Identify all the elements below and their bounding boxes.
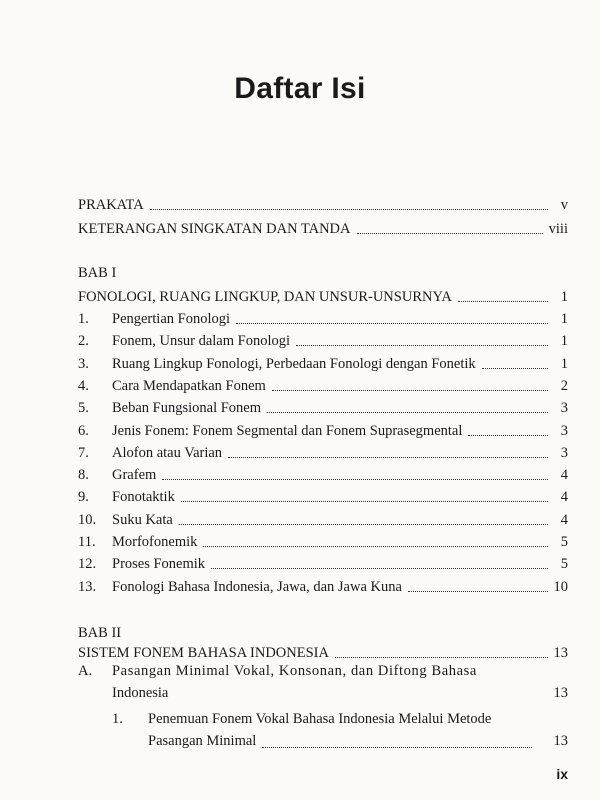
toc-label: Pengertian Fonologi bbox=[112, 311, 231, 327]
toc-number: 1. bbox=[78, 311, 89, 327]
toc-page: 3 bbox=[560, 422, 568, 439]
toc-entry-bab2-title[interactable] bbox=[78, 640, 568, 662]
toc-entry-bab1-item[interactable] bbox=[78, 440, 568, 462]
toc-number: 12. bbox=[78, 556, 97, 573]
toc-label: FONOLOGI, RUANG LINGKUP, DAN UNSUR-UNSURNYA bbox=[78, 289, 452, 305]
toc-entry-bab1-item[interactable] bbox=[78, 418, 568, 440]
toc-number: 2. bbox=[78, 333, 89, 350]
toc-page: 10 bbox=[553, 578, 568, 595]
leader-dots bbox=[272, 390, 548, 391]
leader-dots bbox=[335, 657, 548, 658]
toc-page: 4 bbox=[560, 511, 568, 528]
toc-label: Ruang Lingkup Fonologi, Perbedaan Fonologi dengan Fonetik bbox=[112, 355, 476, 372]
toc-entry-bab1-item[interactable] bbox=[78, 328, 568, 350]
toc-page: 1 bbox=[560, 311, 568, 327]
toc-entry-bab2-a1[interactable] bbox=[112, 708, 568, 752]
toc-number: 4. bbox=[78, 377, 89, 394]
toc-label: Pasangan Minimal bbox=[148, 733, 257, 749]
toc-number: 3. bbox=[78, 355, 89, 372]
toc-label: PRAKATA bbox=[78, 197, 144, 213]
leader-dots bbox=[262, 747, 532, 748]
toc-page: 4 bbox=[560, 467, 568, 484]
toc-page: 3 bbox=[560, 400, 568, 417]
toc-label: Fonotaktik bbox=[112, 489, 175, 506]
toc-label: Pasangan Minimal Vokal, Konsonan, dan Diftong Bahasa bbox=[112, 663, 477, 679]
leader-dots bbox=[203, 546, 548, 547]
leader-dots bbox=[458, 301, 548, 302]
toc-label: Penemuan Fonem Vokal Bahasa Indonesia Melalui Metode bbox=[148, 711, 492, 727]
toc-page: 5 bbox=[560, 534, 568, 550]
chapter-heading-bab1 bbox=[78, 260, 568, 282]
page-title: Daftar Isi bbox=[234, 72, 366, 105]
toc-entry-bab1-item[interactable] bbox=[78, 373, 568, 395]
toc-entry-bab1-item[interactable] bbox=[78, 395, 568, 417]
toc-label: Fonologi Bahasa Indonesia, Jawa, dan Jawa Kuna bbox=[112, 578, 402, 595]
toc-entry-bab1-item[interactable] bbox=[78, 507, 568, 529]
toc-entry-bab1-item[interactable] bbox=[78, 351, 568, 373]
toc-page: 13 bbox=[553, 733, 568, 749]
toc-page: 1 bbox=[560, 333, 568, 350]
toc-label: KETERANGAN SINGKATAN DAN TANDA bbox=[78, 221, 351, 237]
leader-dots bbox=[228, 457, 548, 458]
leader-dots bbox=[357, 233, 543, 234]
chapter-number: BAB II bbox=[78, 625, 122, 641]
toc-page: v bbox=[560, 197, 568, 213]
toc-entry-bab1-item[interactable] bbox=[78, 306, 568, 328]
toc-number: A. bbox=[78, 663, 93, 679]
leader-dots bbox=[296, 345, 548, 346]
toc-number: 1. bbox=[112, 711, 123, 727]
chapter-heading-bab2 bbox=[78, 620, 568, 642]
toc-label: Indonesia bbox=[112, 685, 169, 701]
toc-label: Jenis Fonem: Fonem Segmental dan Fonem Suprasegmental bbox=[112, 422, 463, 439]
toc-entry-prakata[interactable] bbox=[78, 192, 568, 214]
toc-label: SISTEM FONEM BAHASA INDONESIA bbox=[78, 645, 329, 661]
toc-number: 5. bbox=[78, 400, 89, 417]
toc-label: Alofon atau Varian bbox=[112, 444, 223, 461]
leader-dots bbox=[482, 368, 548, 369]
leader-dots bbox=[267, 412, 548, 413]
toc-entry-bab1-item[interactable] bbox=[78, 484, 568, 506]
toc-page: 13 bbox=[553, 645, 568, 661]
toc-entry-bab1-item[interactable] bbox=[78, 551, 568, 573]
toc-label: Cara Mendapatkan Fonem bbox=[112, 377, 266, 394]
toc-entry-bab1-item[interactable] bbox=[78, 462, 568, 484]
toc-number: 10. bbox=[78, 511, 97, 528]
leader-dots bbox=[468, 435, 548, 436]
folio-page-number: ix bbox=[556, 766, 568, 782]
leader-dots bbox=[408, 591, 548, 592]
toc-entry-bab1-item[interactable] bbox=[78, 529, 568, 551]
toc-page: 5 bbox=[560, 556, 568, 573]
toc-number: 7. bbox=[78, 444, 89, 461]
toc-number: 9. bbox=[78, 489, 89, 506]
toc-entry-bab2-a[interactable] bbox=[78, 660, 568, 704]
leader-dots bbox=[179, 524, 548, 525]
toc-label: Beban Fungsional Fonem bbox=[112, 400, 262, 417]
toc-page: 13 bbox=[553, 685, 568, 701]
leader-dots bbox=[162, 479, 548, 480]
leader-dots bbox=[150, 209, 548, 210]
toc-page: 1 bbox=[560, 289, 568, 305]
toc-page: 3 bbox=[560, 444, 568, 461]
chapter-number: BAB I bbox=[78, 265, 117, 281]
toc-page: 4 bbox=[560, 489, 568, 506]
leader-dots bbox=[211, 568, 548, 569]
toc-label: Suku Kata bbox=[112, 511, 173, 528]
toc-entry-keterangan[interactable] bbox=[78, 216, 568, 238]
toc-entry-bab1-title[interactable] bbox=[78, 284, 568, 306]
toc-page: viii bbox=[548, 221, 568, 237]
toc-entry-bab1-item[interactable] bbox=[78, 574, 568, 596]
toc-label: Fonem, Unsur dalam Fonologi bbox=[112, 333, 291, 350]
toc-page: 1 bbox=[560, 355, 568, 372]
leader-dots bbox=[236, 323, 548, 324]
leader-dots bbox=[181, 501, 548, 502]
toc-page: 2 bbox=[560, 377, 568, 394]
toc-label: Morfofonemik bbox=[112, 534, 198, 550]
toc-number: 11. bbox=[78, 534, 96, 550]
toc-number: 6. bbox=[78, 422, 89, 439]
leader-space bbox=[174, 699, 532, 700]
toc-label: Grafem bbox=[112, 467, 157, 484]
toc-number: 13. bbox=[78, 578, 97, 595]
toc-label: Proses Fonemik bbox=[112, 556, 206, 573]
toc-number: 8. bbox=[78, 467, 89, 484]
